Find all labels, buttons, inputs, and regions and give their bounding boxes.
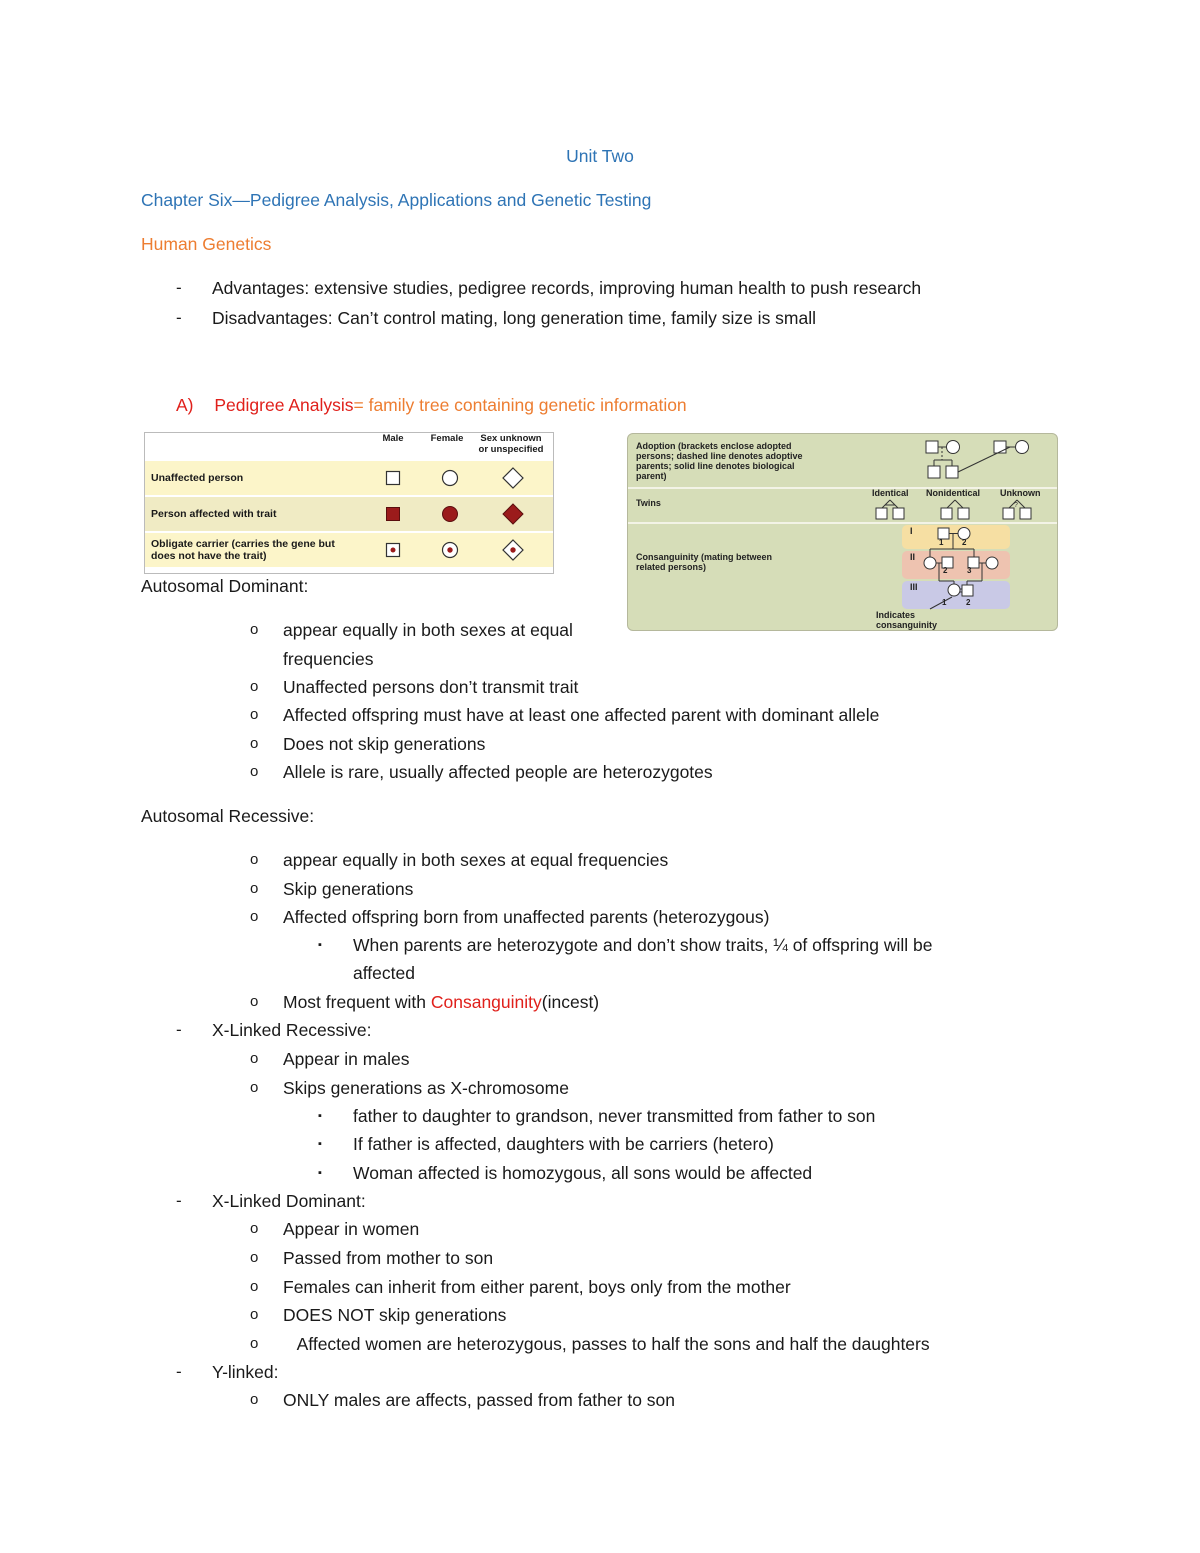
adoption-line1: Adoption (brackets enclose adopted xyxy=(636,441,792,451)
generation-1-label: I xyxy=(910,526,913,536)
col-male: Male xyxy=(382,433,404,444)
dash-bullet: - xyxy=(176,1362,182,1381)
unit-title: Unit Two xyxy=(566,146,634,166)
chapter-title: Chapter Six—Pedigree Analysis, Applications and Genetic Testing xyxy=(141,190,652,210)
circle-bullet: o xyxy=(250,851,259,868)
carrier-label-line1: Obligate carrier (carries the gene but xyxy=(151,538,335,550)
dash-bullet: - xyxy=(176,1191,182,1210)
circle-bullet: o xyxy=(250,880,259,897)
adoption-label xyxy=(636,441,803,481)
indicates-line2: consanguinity xyxy=(876,620,938,630)
list-item: ONLY males are affects, passed from father to son xyxy=(283,1390,675,1410)
autosomal-recessive-heading: Autosomal Recessive: xyxy=(141,806,315,826)
circle-bullet: o xyxy=(250,763,259,780)
adoption-line4: parent) xyxy=(636,471,667,481)
list-item: Appear in women xyxy=(283,1219,420,1239)
list-item: Skips generations as X-chromosome xyxy=(283,1078,569,1098)
twins-label: Twins xyxy=(636,498,661,508)
pedigree-marker: A) xyxy=(176,395,194,415)
list-item: appear equally in both sexes at equal frequencies xyxy=(283,850,669,870)
x-linked-recessive-heading: X-Linked Recessive: xyxy=(212,1020,372,1040)
separator xyxy=(628,487,1057,489)
list-item: Appear in males xyxy=(283,1049,410,1069)
dash-bullet: - xyxy=(176,278,182,297)
node-number: 1 xyxy=(942,598,947,607)
disadvantages-item: Disadvantages: Can’t control mating, long generation time, family size is small xyxy=(212,308,817,328)
circle-bullet: o xyxy=(250,1220,259,1237)
sub-list-item: father to daughter to grandson, never transmitted from father to son xyxy=(353,1106,876,1126)
female-carrier-icon xyxy=(441,541,459,559)
list-item: Females can inherit from either parent, boys only from the mother xyxy=(283,1277,791,1297)
list-item: Affected offspring must have at least one affected parent with dominant allele xyxy=(283,705,880,725)
twins-diagram xyxy=(872,498,1052,520)
consanguinity-suffix: (incest) xyxy=(541,992,600,1012)
col-unknown-line2: or unspecified xyxy=(478,444,544,455)
square-bullet: ▪ xyxy=(318,1110,322,1122)
generation-2-label: II xyxy=(910,552,916,562)
circle-bullet: o xyxy=(250,1335,259,1352)
circle-bullet: o xyxy=(250,735,259,752)
circle-bullet: o xyxy=(250,1306,259,1323)
node-number: 2 xyxy=(966,598,971,607)
sub-list-item: If father is affected, daughters with be carriers (hetero) xyxy=(353,1134,774,1154)
adoption-line3: parents; solid line denotes biological xyxy=(636,461,795,471)
node-number: 2 xyxy=(943,566,948,575)
col-unknown-line1: Sex unknown xyxy=(480,433,542,444)
circle-bullet: o xyxy=(250,993,259,1010)
generation-3-label: III xyxy=(910,582,918,592)
list-item: appear equally in both sexes at equal xyxy=(283,620,573,640)
square-bullet: ▪ xyxy=(318,939,322,951)
adoption-diagram xyxy=(918,438,1048,486)
twin-unknown-label: Unknown xyxy=(1000,488,1041,498)
female-affected-icon xyxy=(441,505,459,523)
twin-nonidentical-label: Nonidentical xyxy=(926,488,981,498)
pedigree-relations-figure xyxy=(627,433,1058,631)
y-linked-heading: Y-linked: xyxy=(212,1362,279,1382)
list-item: Passed from mother to son xyxy=(283,1248,494,1268)
list-item xyxy=(283,991,599,1013)
sub-list-item: Woman affected is homozygous, all sons would be affected xyxy=(353,1163,813,1183)
male-affected-icon xyxy=(385,506,401,522)
circle-bullet: o xyxy=(250,908,259,925)
col-female: Female xyxy=(430,433,464,444)
unaffected-label: Unaffected person xyxy=(151,472,244,484)
circle-bullet: o xyxy=(250,706,259,723)
twin-identical-label: Identical xyxy=(872,488,909,498)
sub-list-item: affected xyxy=(353,963,415,983)
unaffected-row xyxy=(145,461,553,495)
unknown-affected-icon xyxy=(502,503,524,525)
circle-bullet: o xyxy=(250,1391,259,1408)
circle-bullet: o xyxy=(250,678,259,695)
adoption-line2: persons; dashed line denotes adoptive xyxy=(636,451,803,461)
col-unknown xyxy=(471,433,551,455)
male-carrier-icon xyxy=(385,542,401,558)
indicates-line1: Indicates xyxy=(876,610,916,620)
list-item: Skip generations xyxy=(283,879,414,899)
list-item: Allele is rare, usually affected people are heterozygotes xyxy=(283,762,713,782)
list-item: Affected offspring born from unaffected parents (heterozygous) xyxy=(283,907,770,927)
section-heading: Human Genetics xyxy=(141,234,272,254)
unknown-carrier-icon xyxy=(502,539,524,561)
pedigree-term: Pedigree Analysis xyxy=(214,395,354,415)
consanguinity-line1: Consanguinity (mating between xyxy=(636,552,773,562)
dash-bullet: - xyxy=(176,308,182,327)
carrier-label-line2: does not have the trait) xyxy=(151,550,267,562)
consanguinity-term: Consanguinity xyxy=(430,992,542,1012)
carrier-label xyxy=(151,538,335,562)
list-item: Unaffected persons don’t transmit trait xyxy=(283,677,579,697)
unknown-unaffected-icon xyxy=(502,467,524,489)
carrier-row xyxy=(145,533,553,567)
circle-bullet: o xyxy=(250,1079,259,1096)
pedigree-definition: = family tree containing genetic information xyxy=(353,395,687,415)
male-unaffected-icon xyxy=(385,470,401,486)
affected-row xyxy=(145,497,553,531)
list-item: DOES NOT skip generations xyxy=(283,1305,507,1325)
svg-text:?: ? xyxy=(1014,502,1018,509)
dash-bullet: - xyxy=(176,1020,182,1039)
consanguinity-label xyxy=(636,552,772,572)
square-bullet: ▪ xyxy=(318,1138,322,1150)
advantages-item: Advantages: extensive studies, pedigree records, improving human health to push research xyxy=(212,278,922,298)
circle-bullet: o xyxy=(250,1050,259,1067)
circle-bullet: o xyxy=(250,1278,259,1295)
autosomal-dominant-heading: Autosomal Dominant: xyxy=(141,576,309,596)
consanguinity-line2: related persons) xyxy=(636,562,707,572)
separator xyxy=(628,522,1057,524)
x-linked-dominant-heading: X-Linked Dominant: xyxy=(212,1191,366,1211)
circle-bullet: o xyxy=(250,621,259,638)
affected-label: Person affected with trait xyxy=(151,508,277,520)
pedigree-heading xyxy=(176,394,687,416)
consanguinity-prefix: Most frequent with xyxy=(283,992,431,1012)
list-item: frequencies xyxy=(283,649,374,669)
pedigree-symbols-figure xyxy=(144,432,554,574)
square-bullet: ▪ xyxy=(318,1167,322,1179)
circle-bullet: o xyxy=(250,1249,259,1266)
node-number: 2 xyxy=(962,538,967,547)
list-item: Does not skip generations xyxy=(283,734,486,754)
sub-list-item: When parents are heterozygote and don’t show traits, ¼ of offspring will be xyxy=(353,935,933,955)
node-number: 1 xyxy=(939,538,944,547)
indicates-consanguinity-label xyxy=(876,610,937,630)
female-unaffected-icon xyxy=(441,469,459,487)
consanguinity-diagram xyxy=(902,525,1012,615)
node-number: 3 xyxy=(967,566,972,575)
list-item: Affected women are heterozygous, passes to half the sons and half the daughters xyxy=(283,1334,930,1354)
